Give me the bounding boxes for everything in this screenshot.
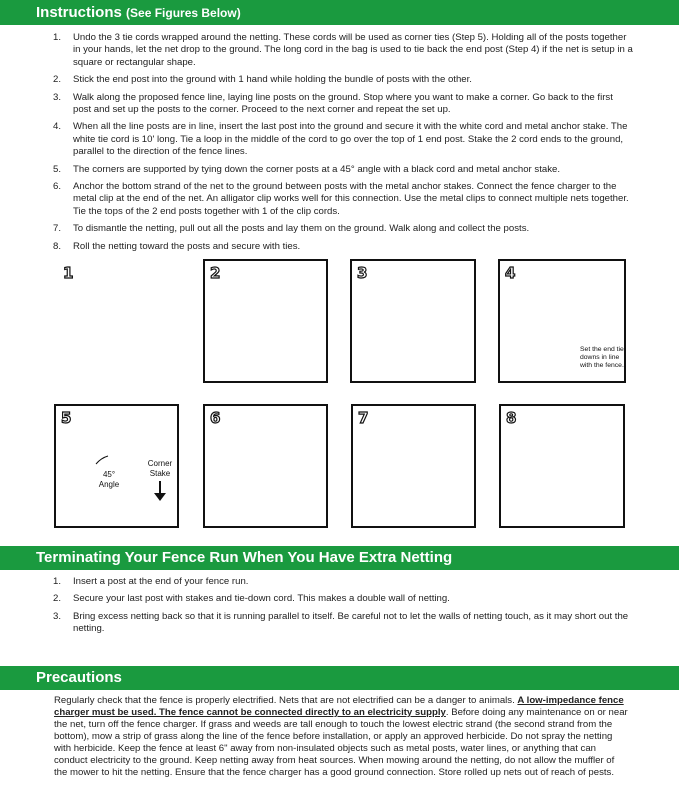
precautions-title: Precautions <box>36 669 122 686</box>
step-number: 2. <box>53 593 62 605</box>
down-arrow-icon <box>153 480 167 502</box>
instruction-step <box>53 74 633 86</box>
instruction-step <box>53 241 633 253</box>
instruction-step <box>53 32 633 69</box>
terminating-step <box>53 611 633 636</box>
step-number: 6. <box>53 181 62 193</box>
figure-8 <box>499 404 625 528</box>
figure-5 <box>54 404 179 528</box>
corner-stake-label: Corner Stake <box>147 459 173 478</box>
instructions-subtitle: (See Figures Below) <box>126 6 241 20</box>
instructions-header <box>0 0 679 25</box>
instruction-step <box>53 121 633 158</box>
step-text: When all the line posts are in line, insert the last post into the ground and secure it with the white cord and metal anchor stake. The white tie cord is 10' long. Tie a loop in the middle of the cord to go over the top of 1 end post. Stake the 2 cord ends to the ground, parallel to the direction of the fence lines. <box>73 121 628 158</box>
figure-4-caption: Set the end tie downs in line with the fence. <box>580 346 624 369</box>
figure-6 <box>203 404 328 528</box>
step-text: Stick the end post into the ground with 1 hand while holding the bundle of posts with the other. <box>73 74 472 86</box>
step-text: Undo the 3 tie cords wrapped around the netting. These cords will be used as corner ties (Step 5). Holding all of the posts together in your hands, let the net drop to the ground. The long cord in the bag is used to tie back the end post (Step 4) if the net is setup in a square or rectangular shape. <box>73 32 633 68</box>
step-number: 8. <box>53 240 62 252</box>
figure-number: 6 <box>210 409 221 427</box>
figure-2 <box>203 259 328 383</box>
figure-number: 5 <box>61 409 72 427</box>
instruction-step <box>53 164 633 176</box>
step-text: Bring excess netting back so that it is running parallel to itself. Be careful not to let the walls of netting touch, as it may short out the netting. <box>73 610 629 635</box>
instruction-step <box>53 92 633 117</box>
instructions-steps <box>53 32 633 258</box>
step-number: 4. <box>53 121 62 133</box>
figure-number: 1 <box>63 264 74 282</box>
terminating-step <box>53 593 633 605</box>
step-number: 1. <box>53 32 62 43</box>
terminating-step <box>53 576 633 588</box>
figure-1 <box>56 259 180 383</box>
step-number: 3. <box>53 610 62 622</box>
precautions-text-c: . Before doing any maintenance on or near the net, turn off the fence charger. If grass and weeds are tall enough to touch the lowest electric strand (the second strand from the bottom), mow a strip of grass along the line of the fence before installation, or apply an approved herbicide. Do not spray the netting with herbicide. Keep the fence at least 6" away from non-insulated objects such as metal posts, water lines, or anything that can conduct electricity to the ground. Keep netting away from heat sources. When mowing around the netting, do not allow the muffler of the mower to hit the netting. Ensure that the fence charger has a good ground connection. Store rolled up nets out of reach of pests. <box>54 707 628 778</box>
instruction-step <box>53 181 633 218</box>
terminating-title: Terminating Your Fence Run When You Have Extra Netting <box>36 549 453 566</box>
step-text: Anchor the bottom strand of the net to the ground between posts with the metal anchor stakes. Connect the fence charger to the metal clip at the end of the net. An alligator clip works well for this connection. Use the metal clips to connect multiple nets together. Tie the tops of the 2 end posts together with 1 of the clip cords. <box>73 181 629 217</box>
step-number: 2. <box>53 74 62 86</box>
precautions-warning: A low-impedance fence charger must be used. The fence cannot be connected directly to an electricity supply <box>54 695 624 718</box>
figure-3 <box>350 259 476 383</box>
figure-number: 8 <box>506 409 517 427</box>
step-text: The corners are supported by tying down the corner posts at a 45° angle with a black cord and metal anchor stake. <box>73 163 560 175</box>
precautions-text-a: Regularly check that the fence is properly electrified. Nets that are not electrified can be a danger to animals. <box>54 695 518 706</box>
step-text: Insert a post at the end of your fence run. <box>73 576 249 587</box>
figure-number: 7 <box>358 409 369 427</box>
angle-label: 45° Angle <box>98 470 120 489</box>
step-text: To dismantle the netting, pull out all the posts and lay them on the ground. Walk along and collect the posts. <box>73 223 530 235</box>
precautions-header <box>0 666 679 690</box>
figure-7 <box>351 404 476 528</box>
angle-arc-icon <box>94 454 110 466</box>
step-text: Roll the netting toward the posts and secure with ties. <box>73 240 301 252</box>
step-number: 5. <box>53 163 62 175</box>
figure-number: 3 <box>357 264 368 282</box>
step-text: Secure your last post with stakes and tie-down cord. This makes a double wall of netting. <box>73 593 450 605</box>
terminating-header <box>0 546 679 570</box>
step-number: 3. <box>53 91 62 103</box>
figure-4 <box>498 259 626 383</box>
step-number: 1. <box>53 576 62 587</box>
terminating-steps <box>53 576 633 641</box>
step-number: 7. <box>53 223 62 235</box>
instruction-step <box>53 223 633 235</box>
step-text: Walk along the proposed fence line, laying line posts on the ground. Stop where you want to make a corner. Go back to the first post and set up the posts to the corner. Proceed to the next corner and repeat the set up. <box>73 91 613 116</box>
precautions-text <box>54 695 629 779</box>
instructions-title: Instructions <box>36 4 122 21</box>
figure-number: 2 <box>210 264 221 282</box>
figure-number: 4 <box>505 264 516 282</box>
